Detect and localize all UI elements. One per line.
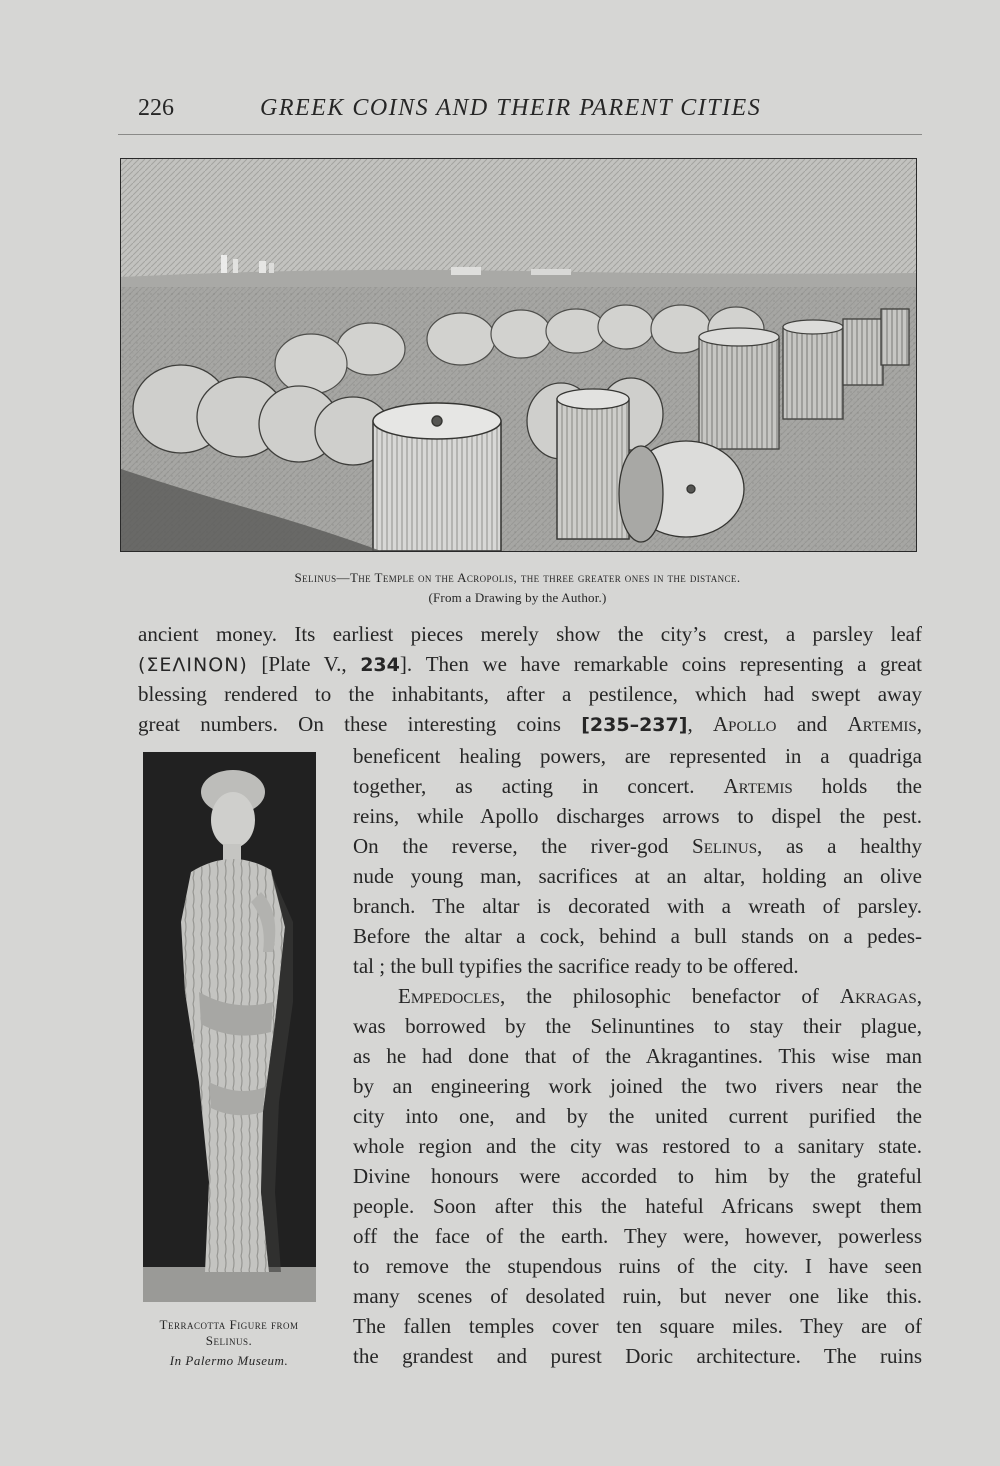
coin-ref: [235–237] [581,714,688,736]
header-rule [118,134,922,135]
text-line: Empedocles, the philosophic benefactor of Akragas, [398,984,922,1008]
text-line: The fallen temples cover ten square miles. They are of [353,1314,922,1338]
text-line: beneficent healing powers, are represented in a quadriga [353,744,922,768]
terracotta-figure-photo [143,752,316,1302]
side-figure-caption-place: Selinus. [205,1333,253,1348]
page-number: 226 [138,95,174,121]
text-line: great numbers. On these interesting coins [235–237], Apollo and Artemis, [138,712,923,736]
text-line: branch. The altar is decorated with a wreath of parsley. [353,894,922,918]
side-figure-museum: In Palermo Museum. [169,1353,289,1368]
text-line: ancient money. Its earliest pieces merely show the city’s crest, a parsley leaf [138,622,922,646]
top-figure-credit: (From a Drawing by the Author.) [428,590,607,605]
text-line: together, as acting in concert. Artemis holds the [353,774,922,798]
plate-ref: 234 [360,654,400,676]
greek-legend: (ΣΕΛΙΝΟΝ) [138,654,248,676]
text-line: to remove the stupendous ruins of the city. I have seen [353,1254,922,1278]
text-line: tal ; the bull typifies the sacrifice ready to be offered. [353,954,799,978]
running-head [138,95,920,125]
top-figure-caption: Selinus—The Temple on the Acropolis, the three greater ones in the distance. [294,570,741,585]
text-line: On the reverse, the river-god Selinus, as a healthy [353,834,923,858]
text-line: city into one, and by the united current purified the [353,1104,922,1128]
text-line: as he had done that of the Akragantines. This wise man [353,1044,922,1068]
text-line: whole region and the city was restored to a sanitary state. [353,1134,922,1158]
text-line: many scenes of desolated ruin, but never one like this. [353,1284,922,1308]
ruins-illustration [121,159,916,551]
text-line: people. Soon after this the hateful Africans swept them [353,1194,922,1218]
text-line: nude young man, sacrifices at an altar, holding an olive [353,864,922,888]
side-figure-caption: Terracotta Figure from [159,1317,299,1332]
ruins-engraving [120,158,917,552]
text-line: the grandest and purest Doric architecture. The ruins [353,1344,922,1368]
text-line: Before the altar a cock, behind a bull stands on a pedes- [353,924,922,948]
text-line: by an engineering work joined the two rivers near the [353,1074,922,1098]
text-line: (ΣΕΛΙΝΟΝ) [Plate V., 234]. Then we have remarkable coins representing a great [138,652,922,676]
text-line: off the face of the earth. They were, however, powerless [353,1224,922,1248]
running-title: GREEK COINS AND THEIR PARENT CITIES [260,95,762,121]
text-line: reins, while Apollo discharges arrows to dispel the pest. [353,804,922,828]
text-line: blessing rendered to the inhabitants, after a pestilence, which had swept away [138,682,922,706]
text-line: Divine honours were accorded to him by the grateful [353,1164,922,1188]
text-line: was borrowed by the Selinuntines to stay their plague, [353,1014,922,1038]
terracotta-figure-illustration [143,752,316,1302]
